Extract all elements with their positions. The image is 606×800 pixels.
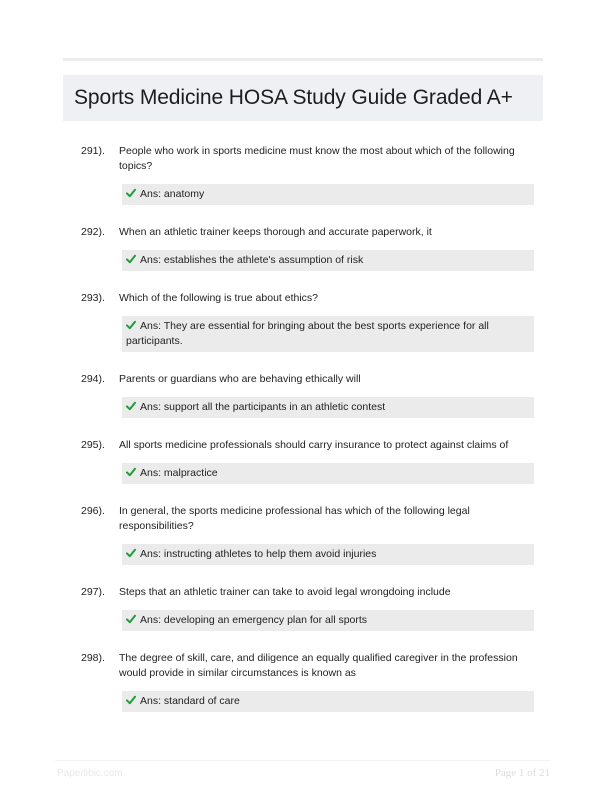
question-item <box>81 438 537 484</box>
question-item <box>81 651 537 712</box>
question-text: In general, the sports medicine professional has which of the following legal responsibilities? <box>119 505 470 532</box>
footer-divider <box>55 760 550 761</box>
question-number: 292). <box>81 226 105 238</box>
question-row <box>81 291 537 306</box>
question-item <box>81 585 537 631</box>
top-divider <box>63 58 543 61</box>
answer-box <box>122 397 534 418</box>
answer-box <box>122 610 534 631</box>
footer-watermark: Paperlibic.com <box>57 768 123 779</box>
answer-text: Ans: anatomy <box>140 188 205 200</box>
question-text: Steps that an athletic trainer can take to avoid legal wrongdoing include <box>119 586 451 598</box>
question-text: People who work in sports medicine must know the most about which of the following topics? <box>119 145 515 172</box>
question-number: 294). <box>81 373 105 385</box>
question-number: 298). <box>81 652 105 664</box>
question-row <box>81 438 537 453</box>
answer-box <box>122 463 534 484</box>
title-banner <box>63 75 543 121</box>
question-item <box>81 225 537 271</box>
question-item <box>81 291 537 352</box>
answer-box <box>122 691 534 712</box>
question-text: When an athletic trainer keeps thorough and accurate paperwork, it <box>119 226 432 238</box>
answer-box <box>122 544 534 565</box>
answer-box <box>122 316 534 352</box>
question-text: Which of the following is true about ethics? <box>119 292 319 304</box>
check-icon <box>126 320 136 330</box>
question-text: The degree of skill, care, and diligence an equally qualified caregiver in the profession would provide in similar circumstances is known as <box>119 652 518 679</box>
question-number: 293). <box>81 292 105 304</box>
question-item <box>81 372 537 418</box>
check-icon <box>126 401 136 411</box>
question-row <box>81 585 537 600</box>
question-number: 297). <box>81 586 105 598</box>
answer-box <box>122 250 534 271</box>
check-icon <box>126 467 136 477</box>
check-icon <box>126 614 136 624</box>
question-row <box>81 651 537 681</box>
question-number: 291). <box>81 145 105 157</box>
page-number: Page 1 of 21 <box>494 767 550 779</box>
check-icon <box>126 188 136 198</box>
question-list <box>81 144 537 732</box>
answer-text: Ans: They are essential for bringing about the best sports experience for all participants. <box>126 320 489 347</box>
answer-text: Ans: standard of care <box>140 695 240 707</box>
question-text: Parents or guardians who are behaving ethically will <box>119 373 361 385</box>
document-title: Sports Medicine HOSA Study Guide Graded A+ <box>74 86 513 109</box>
question-row <box>81 372 537 387</box>
question-item <box>81 144 537 205</box>
check-icon <box>126 695 136 705</box>
answer-text: Ans: malpractice <box>140 467 218 479</box>
question-row <box>81 504 537 534</box>
answer-text: Ans: developing an emergency plan for all sports <box>140 614 368 626</box>
answer-box <box>122 184 534 205</box>
question-item <box>81 504 537 565</box>
question-number: 296). <box>81 505 105 517</box>
answer-text: Ans: establishes the athlete's assumption of risk <box>140 254 364 266</box>
question-number: 295). <box>81 439 105 451</box>
question-row <box>81 144 537 174</box>
answer-text: Ans: instructing athletes to help them avoid injuries <box>140 548 377 560</box>
answer-text: Ans: support all the participants in an athletic contest <box>140 401 386 413</box>
question-row <box>81 225 537 240</box>
check-icon <box>126 548 136 558</box>
check-icon <box>126 254 136 264</box>
question-text: All sports medicine professionals should carry insurance to protect against claims of <box>119 439 509 451</box>
